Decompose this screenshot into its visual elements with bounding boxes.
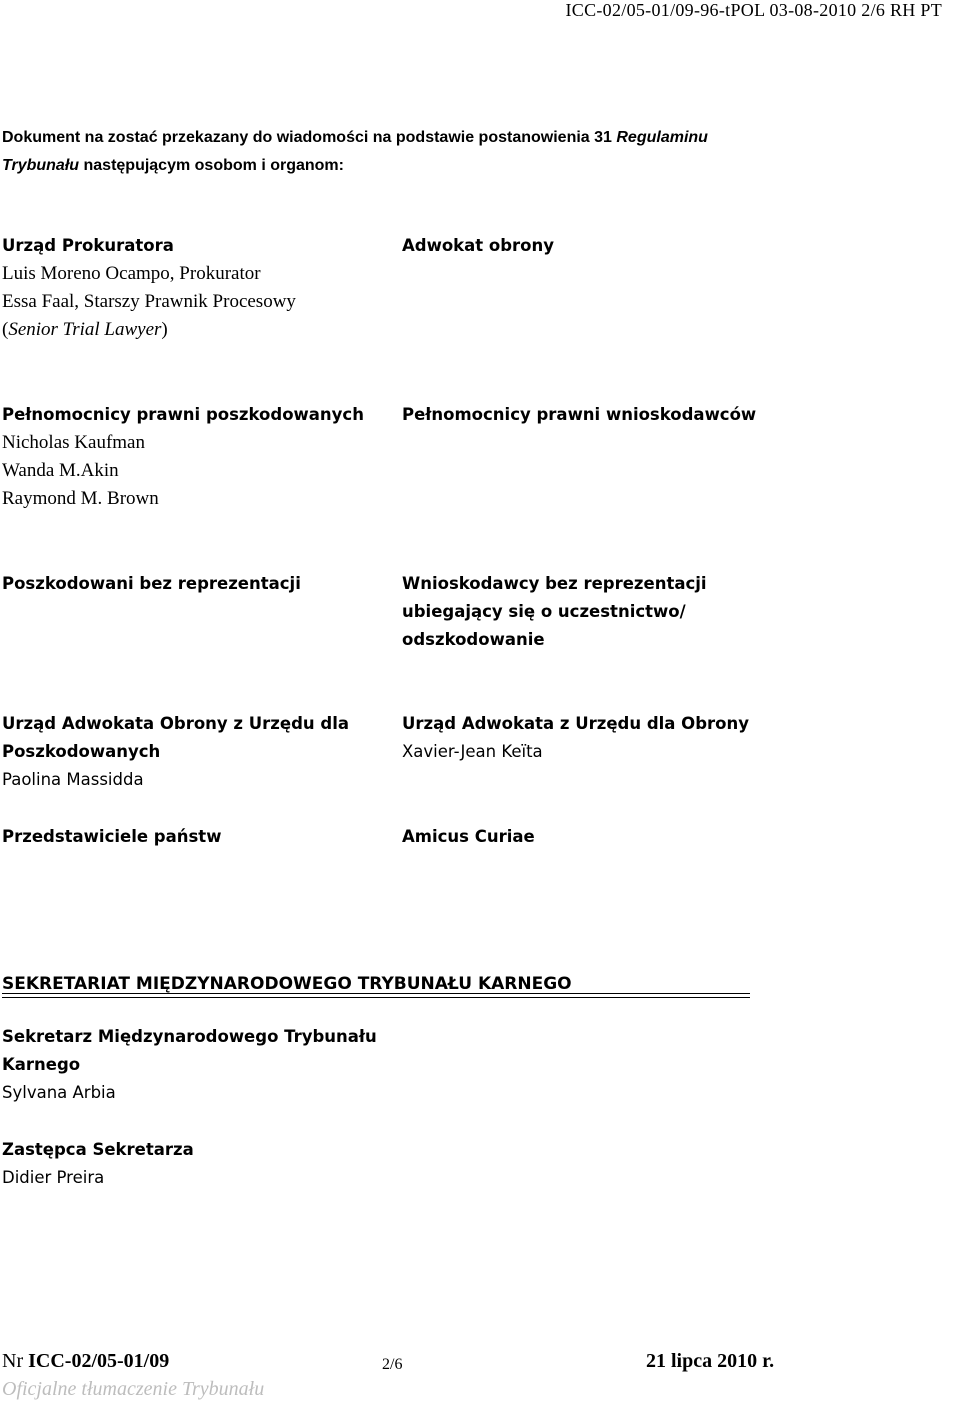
footer-official-translation: Oficjalne tłumaczenie Trybunału — [2, 1378, 265, 1400]
registry-heading-underline — [2, 993, 750, 998]
victims-legal-name: Nicholas Kaufman — [2, 432, 145, 453]
opcv-title-line: Urząd Adwokata Obrony z Urzędu dla — [2, 714, 349, 733]
victims-legal-name: Wanda M.Akin — [2, 460, 119, 481]
intro-text-end: następującym osobom i organom: — [79, 157, 344, 174]
opcd-block — [402, 710, 942, 766]
opcv-block — [2, 710, 392, 794]
footer-case-number: Nr ICC-02/05-01/09 — [2, 1350, 170, 1372]
registrar-name: Sylvana Arbia — [2, 1083, 116, 1102]
victims-legal-name: Raymond M. Brown — [2, 488, 159, 509]
senior-trial-lawyer-name: Essa Faal, Starszy Prawnik Procesowy — [2, 291, 296, 312]
unrepresented-victims-title: Poszkodowani bez reprezentacji — [2, 574, 301, 593]
prosecutor-name: Luis Moreno Ocampo, Prokurator — [2, 263, 261, 284]
distribution-intro — [2, 124, 862, 180]
footer-date: 21 lipca 2010 r. — [646, 1350, 775, 1372]
prosecutor-block — [2, 232, 392, 344]
footer-page-number: 2/6 — [382, 1356, 403, 1373]
opcd-title: Urząd Adwokata z Urzędu dla Obrony — [402, 714, 749, 733]
registrar-block — [2, 1023, 482, 1107]
amicus-title: Amicus Curiae — [402, 827, 535, 846]
deputy-registrar-name: Didier Preira — [2, 1168, 105, 1187]
unrepresented-applicants-title-line: odszkodowanie — [402, 630, 545, 649]
opcv-title-line: Poszkodowanych — [2, 742, 161, 761]
registry-heading: SEKRETARIAT MIĘDZYNARODOWEGO TRYBUNAŁU KARNEGO — [2, 974, 572, 994]
applicants-legal-title: Pełnomocnicy prawni wnioskodawców — [402, 405, 757, 424]
intro-court: Trybunału — [2, 157, 80, 174]
states-title: Przedstawiciele państw — [2, 827, 222, 846]
intro-text: Dokument na zostać przekazany do wiadomości na podstawie postanowienia 31 — [2, 129, 617, 146]
defence-title: Adwokat obrony — [402, 236, 555, 255]
unrepresented-applicants-title-line: ubiegający się o uczestnictwo/ — [402, 602, 686, 621]
opcv-name: Paolina Massidda — [2, 770, 144, 789]
applicants-legal-block — [402, 401, 942, 429]
deputy-registrar-block — [2, 1136, 482, 1192]
defence-block — [402, 232, 942, 260]
deputy-registrar-title: Zastępca Sekretarza — [2, 1140, 194, 1159]
registrar-title-line: Karnego — [2, 1055, 81, 1074]
unrepresented-applicants-block — [402, 570, 942, 654]
unrepresented-victims-block — [2, 570, 392, 598]
opcd-name: Xavier-Jean Keïta — [402, 742, 543, 761]
prosecutor-title: Urząd Prokuratora — [2, 236, 174, 255]
registrar-title-line: Sekretarz Międzynarodowego Trybunału — [2, 1027, 377, 1046]
document-reference-header: ICC-02/05-01/09-96-tPOL 03-08-2010 2/6 RH PT — [565, 0, 942, 20]
amicus-block — [402, 823, 942, 851]
victims-legal-title: Pełnomocnicy prawni poszkodowanych — [2, 405, 364, 424]
senior-trial-lawyer-english: (Senior Trial Lawyer) — [2, 319, 168, 340]
intro-regulations: Regulaminu — [616, 129, 708, 146]
victims-legal-block — [2, 401, 392, 513]
unrepresented-applicants-title-line: Wnioskodawcy bez reprezentacji — [402, 574, 707, 593]
states-block — [2, 823, 392, 851]
